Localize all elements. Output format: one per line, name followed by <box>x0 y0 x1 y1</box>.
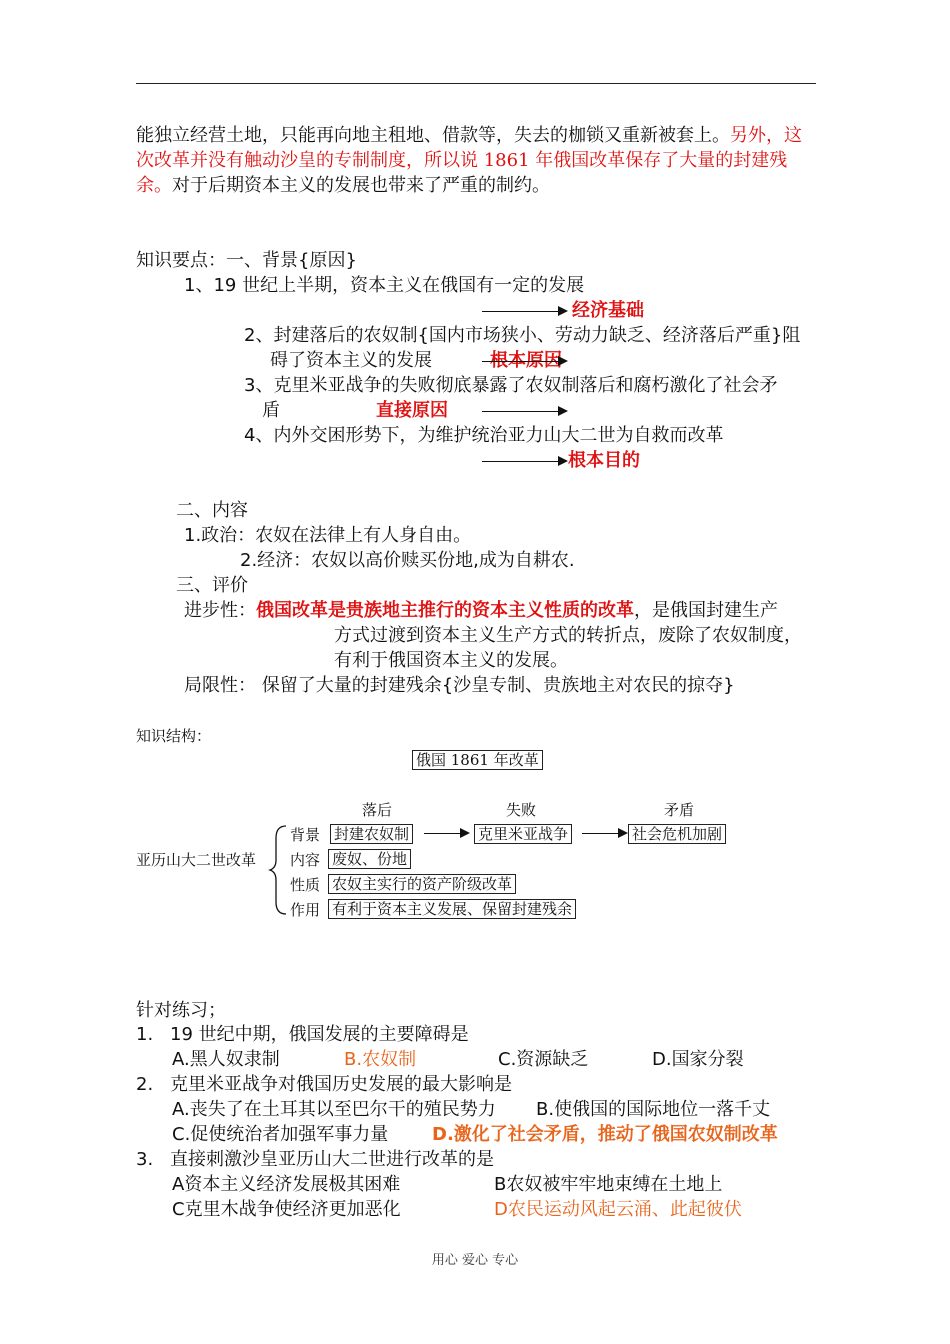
limit-label: 局限性： <box>184 675 256 696</box>
content-1: 1.政治：农奴在法律上有人身自由。 <box>184 525 472 546</box>
arrow-icon <box>424 833 468 834</box>
q1-option-d: D.国家分裂 <box>652 1049 744 1070</box>
row-label-nature: 性质 <box>290 876 321 894</box>
progress-line-1 <box>184 599 778 623</box>
q1-option-c: C.资源缺乏 <box>498 1049 589 1070</box>
point-1: 1、19 世纪上半期，资本主义在俄国有一定的发展 <box>184 275 585 296</box>
progress-red-text: 俄国改革是贵族地主推行的资本主义性质的改革 <box>256 600 634 621</box>
arrow-icon <box>582 833 626 834</box>
intro-line-1 <box>136 124 802 148</box>
structure-root: 亚历山大二世改革 <box>136 851 257 869</box>
evaluation-heading: 三、评价 <box>176 575 248 596</box>
row-label-content: 内容 <box>290 851 321 869</box>
progress-text: ，是俄国封建生产 <box>634 600 778 621</box>
arrow-icon <box>482 411 566 412</box>
point-2a: 2、封建落后的农奴制{国内市场狭小、劳动力缺乏、经济落后严重}阻 <box>244 325 801 346</box>
box-nature: 农奴主实行的资产阶级改革 <box>328 874 516 894</box>
box-crimean-war: 克里米亚战争 <box>474 824 572 844</box>
arrow-icon <box>482 311 566 312</box>
box-abolition: 废奴、份地 <box>328 849 411 869</box>
q2-option-d: D.激化了社会矛盾，推动了俄国农奴制改革 <box>432 1124 778 1145</box>
progress-label: 进步性： <box>184 600 256 621</box>
tag-root-cause: 根本原因 <box>490 350 562 371</box>
arrow-icon <box>482 361 566 362</box>
intro-red-text: 余。 <box>136 175 172 196</box>
row-label-effect: 作用 <box>290 901 321 919</box>
point-2b: 碍了资本主义的发展 <box>270 350 432 371</box>
q3-option-c: C克里木战争使经济更加恶化 <box>172 1199 401 1220</box>
exercises-heading: 针对练习； <box>136 1000 226 1021</box>
q3-option-d: D农民运动风起云涌、此起彼伏 <box>494 1199 742 1220</box>
q2-option-a: A.丧失了在土耳其以至巴尔干的殖民势力 <box>172 1099 496 1120</box>
brace-icon <box>268 820 288 920</box>
points-heading: 知识要点：一、背景{原因} <box>136 250 357 271</box>
arrow-icon <box>482 461 566 462</box>
q2-option-b: B.使俄国的国际地位一落千丈 <box>536 1099 771 1120</box>
page-footer: 用心 爱心 专心 <box>431 1253 519 1268</box>
top-label-backward: 落后 <box>362 801 393 819</box>
point-4: 4、内外交困形势下，为维护统治亚力山大二世为自救而改革 <box>244 425 724 446</box>
intro-red-text: 另外，这 <box>730 125 802 146</box>
point-3b: 盾 <box>262 400 280 421</box>
progress-line-2: 方式过渡到资本主义生产方式的转折点，废除了农奴制度， <box>334 625 802 646</box>
q1-num: 1. <box>136 1024 154 1045</box>
box-effect: 有利于资本主义发展、保留封建残余 <box>328 899 576 919</box>
q2-num: 2. <box>136 1074 154 1095</box>
content-heading: 二、内容 <box>176 500 248 521</box>
q1-option-a: A.黑人奴隶制 <box>172 1049 280 1070</box>
limit-text: 保留了大量的封建残余{沙皇专制、贵族地主对农民的掠夺} <box>261 675 735 696</box>
intro-text: 能独立经营土地，只能再向地主租地、借款等，失去的枷锁又重新被套上。 <box>136 125 730 146</box>
intro-line-3 <box>136 174 550 198</box>
structure-title-box: 俄国 1861 年改革 <box>412 750 543 770</box>
tag-direct-cause: 直接原因 <box>376 400 448 421</box>
box-serfdom: 封建农奴制 <box>330 824 413 844</box>
structure-heading: 知识结构： <box>136 727 212 745</box>
header-rule <box>136 83 816 84</box>
q1-text: 19 世纪中期，俄国发展的主要障碍是 <box>170 1024 469 1045</box>
intro-text: 对于后期资本主义的发展也带来了严重的制约。 <box>172 175 550 196</box>
point-3a: 3、克里米亚战争的失败彻底暴露了农奴制落后和腐朽激化了社会矛 <box>244 375 778 396</box>
tag-root-purpose: 根本目的 <box>568 450 640 471</box>
q3-option-b: B农奴被牢牢地束缚在土地上 <box>494 1174 723 1195</box>
box-social-crisis: 社会危机加剧 <box>628 824 726 844</box>
q3-num: 3. <box>136 1149 154 1170</box>
limit-line <box>184 674 735 698</box>
top-label-conflict: 矛盾 <box>664 801 695 819</box>
row-label-background: 背景 <box>290 826 321 844</box>
progress-line-3: 有利于俄国资本主义的发展。 <box>334 650 568 671</box>
intro-line-2: 次改革并没有触动沙皇的专制制度，所以说 1861 年俄国改革保存了大量的封建残 <box>136 150 788 171</box>
q2-text: 克里米亚战争对俄国历史发展的最大影响是 <box>170 1074 512 1095</box>
top-label-failure: 失败 <box>506 801 537 819</box>
q3-option-a: A资本主义经济发展极其困难 <box>172 1174 401 1195</box>
q2-option-c: C.促使统治者加强军事力量 <box>172 1124 389 1145</box>
q1-option-b: B.农奴制 <box>344 1049 417 1070</box>
q3-text: 直接刺激沙皇亚历山大二世进行改革的是 <box>170 1149 494 1170</box>
tag-economic-basis: 经济基础 <box>572 300 644 321</box>
content-2: 2.经济：农奴以高价赎买份地,成为自耕农. <box>240 550 575 571</box>
